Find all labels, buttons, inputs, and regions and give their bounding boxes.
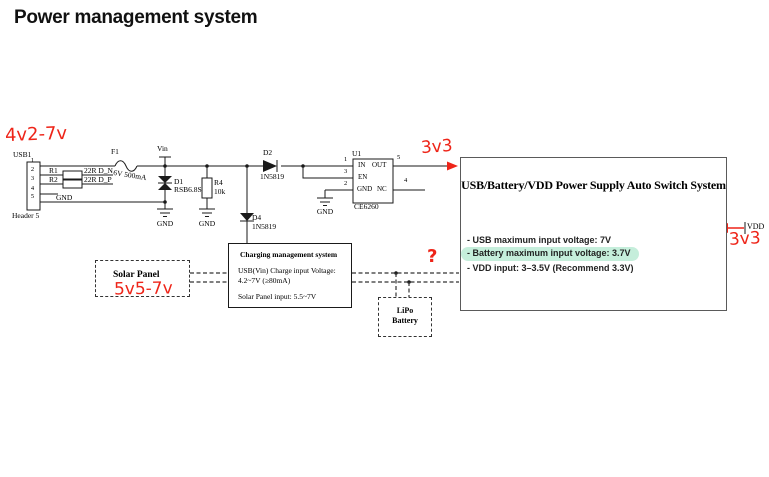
u1-pin-num-2: 2 (344, 180, 348, 187)
d1-value: RSB6.8S (174, 185, 202, 194)
resistor-r2-symbol (63, 180, 82, 188)
gnd-label-u1: GND (316, 207, 334, 216)
lipo-label-line2: Battery (392, 316, 418, 325)
gnd-net-label: GND (56, 193, 73, 202)
u1-pin-num-4: 4 (404, 177, 408, 184)
usb1-pin-2: 2 (30, 166, 35, 173)
gnd-label-r4: GND (198, 219, 216, 228)
r1-ref: R1 (49, 166, 58, 175)
d4-value: 1N5819 (252, 222, 277, 231)
junction-dot (163, 200, 167, 204)
d1-ref: D1 (174, 177, 184, 186)
d2-ref: D2 (263, 148, 273, 157)
gnd-symbol-d1 (157, 209, 173, 217)
usb1-footprint: Header 5 (12, 211, 40, 220)
switch-box-item-battery-highlighted: - Battery maximum input voltage: 3.7V (461, 247, 639, 261)
usb1-pin-5: 5 (30, 193, 35, 200)
tvs-d1-upper (158, 176, 172, 183)
u1-pin-num-3: 3 (344, 168, 348, 175)
d4-ref: D4 (252, 213, 262, 222)
u1-pin-nc-label: NC (377, 185, 387, 193)
power-switch-system-box (460, 157, 727, 311)
vdd-label: VDD (747, 222, 765, 231)
r1-value: 22R D_N (84, 166, 113, 175)
u1-pin-num-1: 1 (344, 156, 348, 163)
switch-box-item-usb: - USB maximum input voltage: 7V (467, 235, 612, 245)
usb1-refdes: USB1 (13, 150, 32, 159)
resistor-r1-symbol (63, 171, 82, 179)
charging-usb-input-line: USB(Vin) Charge input Voltage: (238, 266, 336, 275)
u1-pin-num-5: 5 (397, 154, 401, 161)
page-title: Power management system (14, 7, 258, 28)
r4-value: 10k (214, 187, 226, 196)
annotation-question-mark: ? (427, 246, 438, 267)
u1-pin-en-label: EN (358, 173, 368, 181)
tvs-d1-lower (158, 183, 172, 190)
r2-ref: R2 (49, 175, 58, 184)
arrow-right-3v3-icon (447, 162, 458, 171)
d2-value: 1N5819 (260, 172, 285, 181)
gnd-symbol-r4 (199, 209, 215, 217)
junction-dot (163, 164, 167, 168)
annotation-input-range: 4v2-7v (4, 122, 68, 147)
vin-label: Vin (157, 144, 168, 153)
wire-u1-gnd (325, 190, 353, 198)
solar-panel-box (95, 260, 190, 300)
resistor-r4-symbol (202, 178, 212, 198)
diode-d2-symbol (263, 160, 277, 172)
lipo-battery-box (378, 297, 432, 337)
switch-box-item-vdd: - VDD input: 3–3.5V (Recommend 3.3V) (467, 263, 634, 273)
f1-ref: F1 (111, 147, 119, 156)
u1-ref: U1 (352, 149, 362, 158)
u1-pin-out-label: OUT (372, 161, 387, 169)
gnd-symbol-u1 (317, 198, 333, 206)
junction-dot (205, 164, 209, 168)
gnd-label-d1: GND (156, 219, 174, 228)
charging-box-title: Charging management system (240, 250, 338, 259)
usb1-pin-1: 1 (30, 157, 35, 164)
charging-management-box (228, 243, 352, 308)
solar-panel-label: Solar Panel (113, 270, 160, 280)
u1-pin-in-label: IN (358, 161, 366, 169)
r2-value: 22R D_P (84, 175, 112, 184)
junction-dot (301, 164, 305, 168)
annotation-3v3-right: 3v3 (728, 228, 762, 250)
u1-pin-gnd-label: GND (357, 185, 373, 193)
lipo-label-line1: LiPo (396, 306, 414, 315)
r4-ref: R4 (214, 178, 223, 187)
annotation-3v3-mid: 3v3 (420, 135, 454, 159)
annotation-solar-range: 5v5-7v (113, 278, 173, 300)
usb1-pin-3: 3 (30, 175, 35, 182)
charging-usb-range-line: 4.2~7V (≥80mA) (238, 276, 291, 285)
junction-dot (245, 164, 249, 168)
charging-solar-input-line: Solar Panel input: 5.5~7V (238, 292, 317, 301)
u1-part-number: CE6260 (354, 202, 379, 211)
switch-box-title: USB/Battery/VDD Power Supply Auto Switch System (461, 178, 726, 192)
f1-value: 6V 500mA (112, 168, 148, 183)
usb1-pin-4: 4 (30, 185, 35, 192)
